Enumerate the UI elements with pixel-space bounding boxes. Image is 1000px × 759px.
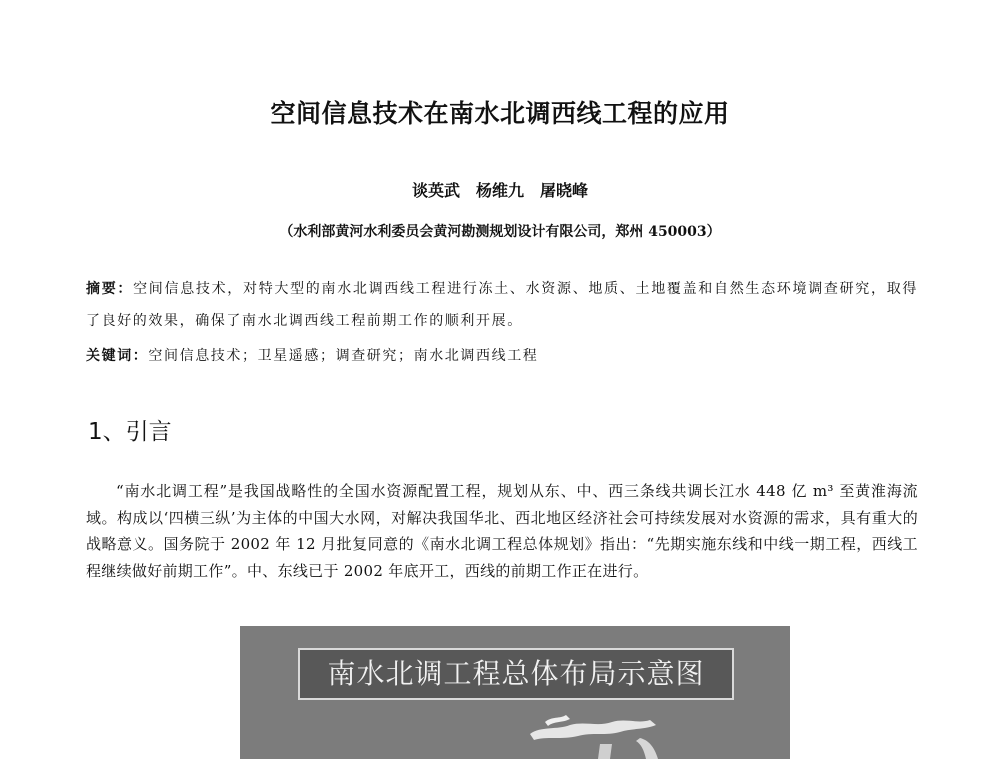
figure-map xyxy=(240,626,790,759)
keywords xyxy=(86,345,918,365)
river-mark-2 xyxy=(545,715,570,726)
author-list: 谈英武 杨维九 屠晓峰 xyxy=(411,181,588,200)
section-heading: 1、引言 xyxy=(88,419,172,445)
paper-title: 空间信息技术在南水北调西线工程的应用 xyxy=(270,99,730,128)
abstract-label: 摘要： xyxy=(86,281,134,297)
affiliation: （水利部黄河水利委员会黄河勘测规划设计有限公司，郑州 450003） xyxy=(279,224,721,240)
body-paragraph: “南水北调工程”是我国战略性的全国水资源配置工程，规划从东、中、西三条线共调长江水 448 亿 m³ 至黄淮海流域。构成以‘四横三纵’为主体的中国大水网，对解决我国华北、西北地区经济社会可持续发展对水资源的需求，具有重大的战略意义。国务院于 2002 年 12 月批复同意的《南水北调工程总体规划》指出：“先期实施东线和中线一期工程，西线工程继续做好前期工作”。中、东线已于 2002 年底开工，西线的前期工作正在进行。 xyxy=(86,482,918,580)
map-shape xyxy=(598,744,612,759)
abstract-text: 空间信息技术，对特大型的南水北调西线工程进行冻土、水资源、地质、土地覆盖和自然生态环境调查研究，取得了良好的效果，确保了南水北调西线工程前期工作的顺利开展。 xyxy=(86,281,918,329)
map-shape-2 xyxy=(636,738,658,759)
keywords-text: 空间信息技术；卫星遥感；调查研究；南水北调西线工程 xyxy=(148,348,539,364)
figure-title: 南水北调工程总体布局示意图 xyxy=(298,648,734,700)
keywords-label: 关键词： xyxy=(86,348,149,364)
abstract xyxy=(86,273,918,337)
